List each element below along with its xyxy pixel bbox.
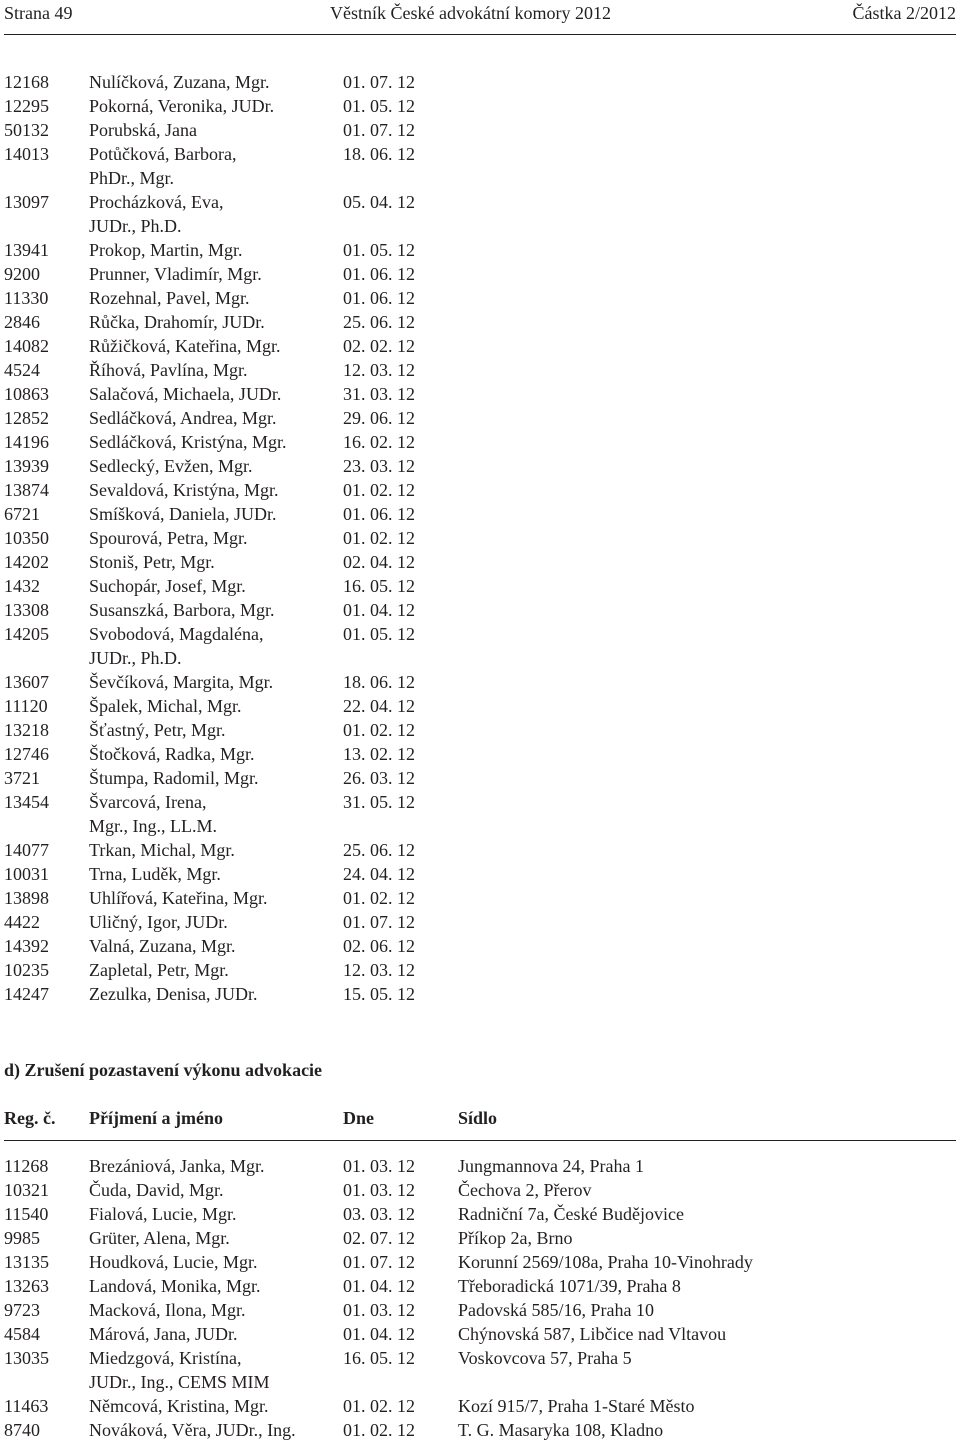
date: 01. 07. 12 (343, 1252, 415, 1272)
attorney-name: Smíšková, Daniela, JUDr. (89, 504, 277, 524)
reg-number: 12852 (4, 408, 49, 428)
date: 01. 02. 12 (343, 888, 415, 908)
attorney-title: Mgr., Ing., LL.M. (89, 816, 217, 836)
section-title: d) Zrušení pozastavení výkonu advokacie (4, 1060, 323, 1080)
attorney-name: Trna, Luděk, Mgr. (89, 864, 221, 884)
table-header-rule (4, 1140, 956, 1141)
office-address: Příkop 2a, Brno (458, 1228, 573, 1248)
date: 01. 06. 12 (343, 288, 415, 308)
office-address: Voskovcova 57, Praha 5 (458, 1348, 632, 1368)
date: 03. 03. 12 (343, 1204, 415, 1224)
date: 01. 02. 12 (343, 528, 415, 548)
attorney-title: PhDr., Mgr. (89, 168, 175, 188)
office-address: Padovská 585/16, Praha 10 (458, 1300, 654, 1320)
reg-number: 4524 (4, 360, 40, 380)
reg-number: 14196 (4, 432, 49, 452)
reg-number: 10350 (4, 528, 49, 548)
attorney-name: Švarcová, Irena, (89, 792, 207, 812)
date: 23. 03. 12 (343, 456, 415, 476)
date: 16. 05. 12 (343, 576, 415, 596)
date: 18. 06. 12 (343, 144, 415, 164)
column-header-name: Příjmení a jméno (89, 1108, 223, 1128)
office-address: T. G. Masaryka 108, Kladno (458, 1420, 664, 1440)
reg-number: 12295 (4, 96, 49, 116)
attorney-name: Stoniš, Petr, Mgr. (89, 552, 215, 572)
date: 01. 03. 12 (343, 1156, 415, 1176)
office-address: Kozí 915/7, Praha 1-Staré Město (458, 1396, 695, 1416)
attorney-name: Houdková, Lucie, Mgr. (89, 1252, 258, 1272)
attorney-name: Salačová, Michaela, JUDr. (89, 384, 282, 404)
office-address: Chýnovská 587, Libčice nad Vltavou (458, 1324, 727, 1344)
attorney-name: Němcová, Kristina, Mgr. (89, 1396, 269, 1416)
reg-number: 10031 (4, 864, 49, 884)
reg-number: 13941 (4, 240, 49, 260)
date: 01. 05. 12 (343, 624, 415, 644)
attorney-name: Pokorná, Veronika, JUDr. (89, 96, 275, 116)
date: 01. 07. 12 (343, 912, 415, 932)
reg-number: 50132 (4, 120, 49, 140)
attorney-name: Porubská, Jana (89, 120, 197, 140)
attorney-name: Landová, Monika, Mgr. (89, 1276, 261, 1296)
attorney-name: Brezániová, Janka, Mgr. (89, 1156, 265, 1176)
attorney-name: Miedzgová, Kristína, (89, 1348, 242, 1368)
attorney-name: Zapletal, Petr, Mgr. (89, 960, 229, 980)
reg-number: 11540 (4, 1204, 49, 1224)
column-header-address: Sídlo (458, 1108, 498, 1128)
attorney-name: Prunner, Vladimír, Mgr. (89, 264, 262, 284)
attorney-name: Svobodová, Magdaléna, (89, 624, 264, 644)
attorney-name: Šťastný, Petr, Mgr. (89, 720, 226, 740)
reg-number: 13218 (4, 720, 49, 740)
attorney-name: Spourová, Petra, Mgr. (89, 528, 248, 548)
reg-number: 14077 (4, 840, 49, 860)
attorney-name: Susanszká, Barbora, Mgr. (89, 600, 275, 620)
reg-number: 13263 (4, 1276, 49, 1296)
date: 01. 04. 12 (343, 1276, 415, 1296)
reg-number: 4584 (4, 1324, 40, 1344)
date: 25. 06. 12 (343, 840, 415, 860)
date: 01. 02. 12 (343, 480, 415, 500)
column-header-date: Dne (343, 1108, 374, 1128)
date: 16. 05. 12 (343, 1348, 415, 1368)
table-header (4, 1106, 956, 1130)
attorney-name: Prokop, Martin, Mgr. (89, 240, 243, 260)
reg-number: 9985 (4, 1228, 40, 1248)
date: 01. 04. 12 (343, 600, 415, 620)
attorney-name: Špalek, Michal, Mgr. (89, 696, 242, 716)
attorney-name: Procházková, Eva, (89, 192, 224, 212)
reg-number: 14082 (4, 336, 49, 356)
reg-number: 3721 (4, 768, 40, 788)
column-header-reg: Reg. č. (4, 1108, 56, 1128)
attorney-name: Čuda, David, Mgr. (89, 1180, 224, 1200)
header-rule (4, 34, 956, 35)
issue-number: Částka 2/2012 (852, 3, 956, 23)
journal-title: Věstník České advokátní komory 2012 (330, 3, 611, 23)
reg-number: 13898 (4, 888, 49, 908)
date: 26. 03. 12 (343, 768, 415, 788)
date: 12. 03. 12 (343, 360, 415, 380)
attorney-name: Rozehnal, Pavel, Mgr. (89, 288, 250, 308)
office-address: Třeboradická 1071/39, Praha 8 (458, 1276, 681, 1296)
date: 01. 05. 12 (343, 240, 415, 260)
date: 31. 05. 12 (343, 792, 415, 812)
date: 16. 02. 12 (343, 432, 415, 452)
reg-number: 10863 (4, 384, 49, 404)
reg-number: 12168 (4, 72, 49, 92)
reg-number: 11463 (4, 1396, 49, 1416)
date: 01. 06. 12 (343, 504, 415, 524)
reg-number: 13035 (4, 1348, 49, 1368)
attorney-name: Štumpa, Radomil, Mgr. (89, 768, 259, 788)
attorney-name: Růžičková, Kateřina, Mgr. (89, 336, 281, 356)
date: 02. 02. 12 (343, 336, 415, 356)
reg-number: 9723 (4, 1300, 40, 1320)
attorney-name: Fialová, Lucie, Mgr. (89, 1204, 237, 1224)
date: 01. 06. 12 (343, 264, 415, 284)
reg-number: 11330 (4, 288, 49, 308)
reg-number: 14013 (4, 144, 49, 164)
reg-number: 13308 (4, 600, 49, 620)
reg-number: 14202 (4, 552, 49, 572)
page-number: Strana 49 (4, 3, 73, 23)
attorney-name: Nulíčková, Zuzana, Mgr. (89, 72, 270, 92)
attorney-name: Zezulka, Denisa, JUDr. (89, 984, 258, 1004)
date: 02. 06. 12 (343, 936, 415, 956)
reg-number: 12746 (4, 744, 49, 764)
office-address: Čechova 2, Přerov (458, 1180, 592, 1200)
office-address: Radniční 7a, České Budějovice (458, 1204, 684, 1224)
date: 01. 07. 12 (343, 72, 415, 92)
reg-number: 9200 (4, 264, 40, 284)
attorney-name: Štočková, Radka, Mgr. (89, 744, 255, 764)
attorney-name: Macková, Ilona, Mgr. (89, 1300, 246, 1320)
reg-number: 4422 (4, 912, 40, 932)
attorney-name: Uhlířová, Kateřina, Mgr. (89, 888, 268, 908)
reg-number: 13939 (4, 456, 49, 476)
reg-number: 13874 (4, 480, 49, 500)
attorney-name: Sedláčková, Kristýna, Mgr. (89, 432, 287, 452)
attorney-name: Sedláčková, Andrea, Mgr. (89, 408, 277, 428)
reg-number: 11268 (4, 1156, 49, 1176)
reg-number: 13454 (4, 792, 49, 812)
attorney-title: JUDr., Ph.D. (89, 648, 182, 668)
date: 05. 04. 12 (343, 192, 415, 212)
date: 29. 06. 12 (343, 408, 415, 428)
attorney-name: Sedlecký, Evžen, Mgr. (89, 456, 253, 476)
attorney-name: Ševčíková, Margita, Mgr. (89, 672, 274, 692)
date: 01. 03. 12 (343, 1300, 415, 1320)
date: 02. 04. 12 (343, 552, 415, 572)
reg-number: 14205 (4, 624, 49, 644)
reg-number: 8740 (4, 1420, 40, 1440)
date: 02. 07. 12 (343, 1228, 415, 1248)
attorney-name: Potůčková, Barbora, (89, 144, 237, 164)
attorney-title: JUDr., Ing., CEMS MIM (89, 1372, 270, 1392)
date: 22. 04. 12 (343, 696, 415, 716)
date: 01. 03. 12 (343, 1180, 415, 1200)
attorney-name: Sevaldová, Kristýna, Mgr. (89, 480, 279, 500)
reg-number: 6721 (4, 504, 40, 524)
reg-number: 14392 (4, 936, 49, 956)
attorney-name: Márová, Jana, JUDr. (89, 1324, 238, 1344)
date: 15. 05. 12 (343, 984, 415, 1004)
date: 01. 07. 12 (343, 120, 415, 140)
date: 01. 02. 12 (343, 1420, 415, 1440)
date: 01. 04. 12 (343, 1324, 415, 1344)
attorney-name: Uličný, Igor, JUDr. (89, 912, 228, 932)
attorney-title: JUDr., Ph.D. (89, 216, 182, 236)
date: 01. 02. 12 (343, 1396, 415, 1416)
reg-number: 2846 (4, 312, 40, 332)
reg-number: 10235 (4, 960, 49, 980)
date: 24. 04. 12 (343, 864, 415, 884)
reg-number: 13097 (4, 192, 49, 212)
attorney-name: Růčka, Drahomír, JUDr. (89, 312, 265, 332)
date: 18. 06. 12 (343, 672, 415, 692)
reg-number: 13607 (4, 672, 49, 692)
reg-number: 14247 (4, 984, 49, 1004)
attorney-name: Grüter, Alena, Mgr. (89, 1228, 230, 1248)
reg-number: 1432 (4, 576, 40, 596)
date: 31. 03. 12 (343, 384, 415, 404)
date: 25. 06. 12 (343, 312, 415, 332)
date: 13. 02. 12 (343, 744, 415, 764)
office-address: Korunní 2569/108a, Praha 10-Vinohrady (458, 1252, 753, 1272)
reg-number: 13135 (4, 1252, 49, 1272)
date: 01. 05. 12 (343, 96, 415, 116)
reg-number: 11120 (4, 696, 48, 716)
office-address: Jungmannova 24, Praha 1 (458, 1156, 644, 1176)
attorney-name: Valná, Zuzana, Mgr. (89, 936, 236, 956)
reg-number: 10321 (4, 1180, 49, 1200)
attorney-name: Nováková, Věra, JUDr., Ing. (89, 1420, 296, 1440)
attorney-name: Říhová, Pavlína, Mgr. (89, 360, 248, 380)
date: 12. 03. 12 (343, 960, 415, 980)
page-header (4, 0, 956, 26)
attorney-name: Trkan, Michal, Mgr. (89, 840, 235, 860)
attorney-name: Suchopár, Josef, Mgr. (89, 576, 246, 596)
date: 01. 02. 12 (343, 720, 415, 740)
